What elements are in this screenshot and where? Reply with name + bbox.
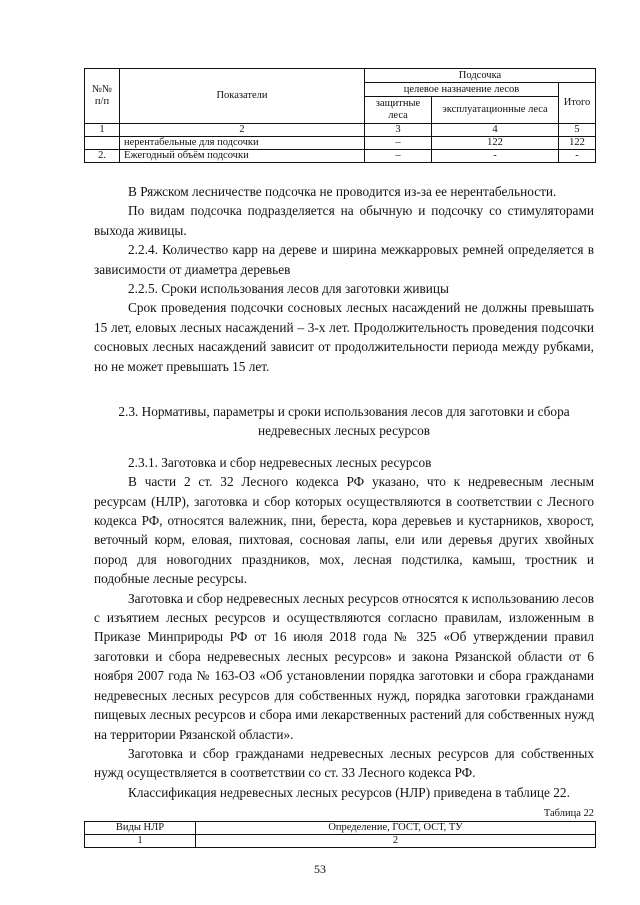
subgroup-header-purpose: целевое назначение лесов bbox=[365, 83, 559, 97]
table-cell: 122 bbox=[432, 137, 559, 150]
table-cell: – bbox=[365, 150, 432, 163]
table-number-row bbox=[85, 124, 596, 137]
table-cell: 5 bbox=[559, 124, 596, 137]
section-heading: 2.3. Нормативы, параметры и сроки использования лесов для заготовки и сбора недревесных лесных ресурсов bbox=[118, 404, 570, 439]
paragraph: 2.2.5. Сроки использования лесов для заготовки живицы bbox=[128, 281, 449, 297]
table-cell: 1 bbox=[85, 124, 120, 137]
column-header-exploitation: эксплуатационные леса bbox=[432, 97, 559, 124]
table-cell: Ежегодный объём подсочки bbox=[120, 150, 365, 163]
table-cell bbox=[85, 137, 120, 150]
table-header-row bbox=[85, 822, 596, 835]
podsochka-table bbox=[84, 68, 596, 163]
table-cell: 2 bbox=[120, 124, 365, 137]
table-caption: Таблица 22 bbox=[543, 808, 594, 819]
column-header-protective: защитные леса bbox=[365, 97, 432, 124]
table-number-row bbox=[85, 835, 596, 848]
paragraph: В части 2 ст. 32 Лесного кодекса РФ указано, что к недревесным лесным ресурсам (НЛР), заготовка и сбор которых осуществляются в соответствии с Лесного кодекса РФ, относятся валежник, пни, береста, кора деревьев и кустарников, хворост, веточный корм, еловая, пихтовая, сосновая лапы, ели или деревья других хвойных пород для новогодних праздников, мох, лесная подстилка, камыш, тростник и подобные лесные ресурсы. bbox=[94, 474, 594, 587]
column-header-indicators: Показатели bbox=[120, 69, 365, 124]
paragraph: Классификация недревесных лесных ресурсов (НЛР) приведена в таблице 22. bbox=[128, 784, 570, 800]
table-cell: 2. bbox=[85, 150, 120, 163]
paragraph: 2.2.4. Количество карр на дереве и ширина межкарровых ремней определяется в зависимости от диаметра деревьев bbox=[94, 242, 594, 277]
paragraph: Заготовка и сбор недревесных лесных ресурсов относятся к использованию лесов с изъятием лесных ресурсов и осуществляются согласно правилам, изложенным в Приказе Минприроды РФ от 16 июля 2018 года № 325 «Об утверждении правил заготовки и сбора недревесных лесных ресурсов» и закона Рязанской области от 6 ноября 2007 года № 163-ОЗ «Об установлении порядка заготовки и сбора гражданами недревесных лесных ресурсов для собственных нужд, порядка заготовки гражданами пищевых лесных ресурсов и сбора ими лекарственных растений для собственных нужд на территории Рязанской области». bbox=[94, 590, 594, 742]
table-row bbox=[85, 150, 596, 163]
page-number: 53 bbox=[314, 862, 326, 876]
table-cell: 2 bbox=[196, 835, 596, 848]
paragraph: В Ряжском лесничестве подсочка не проводится из-за ее нерентабельности. bbox=[128, 184, 557, 199]
table-cell: 4 bbox=[432, 124, 559, 137]
spacer bbox=[94, 441, 594, 453]
paragraph: По видам подсочка подразделяется на обычную и подсочку со стимуляторами выхода живицы. bbox=[94, 203, 594, 238]
paragraph: Заготовка и сбор гражданами недревесных лесных ресурсов для собственных нужд осуществляется в соответствии со ст. 33 Лесного кодекса РФ. bbox=[94, 745, 594, 781]
column-header-definition: Определение, ГОСТ, ОСТ, ТУ bbox=[196, 822, 596, 835]
table-cell: нерентабельные для подсочки bbox=[120, 137, 365, 150]
table-cell: 122 bbox=[559, 137, 596, 150]
column-header-total: Итого bbox=[559, 83, 596, 124]
table-cell: 3 bbox=[365, 124, 432, 137]
table-cell: - bbox=[432, 150, 559, 163]
paragraph: Срок проведения подсочки сосновых лесных насаждений не должны превышать 15 лет, еловых лесных насаждений – 3-х лет. Продолжительность проведения подсочки сосновых лесных насаждений зависит от продолжительности периода между рубками, но не может превышать 15 лет. bbox=[94, 300, 594, 374]
column-header-num: №№ п/п bbox=[85, 69, 120, 124]
column-header-nlr-type: Виды НЛР bbox=[85, 822, 196, 835]
group-header-podsochka: Подсочка bbox=[365, 69, 596, 83]
text-block-bottom bbox=[94, 402, 594, 802]
table-cell: 1 bbox=[85, 835, 196, 848]
text-block-top bbox=[94, 182, 594, 376]
table-cell: - bbox=[559, 150, 596, 163]
table-row bbox=[85, 137, 596, 150]
subsection-heading: 2.3.1. Заготовка и сбор недревесных лесных ресурсов bbox=[128, 454, 432, 470]
table-cell: – bbox=[365, 137, 432, 150]
nlr-table bbox=[84, 821, 596, 848]
